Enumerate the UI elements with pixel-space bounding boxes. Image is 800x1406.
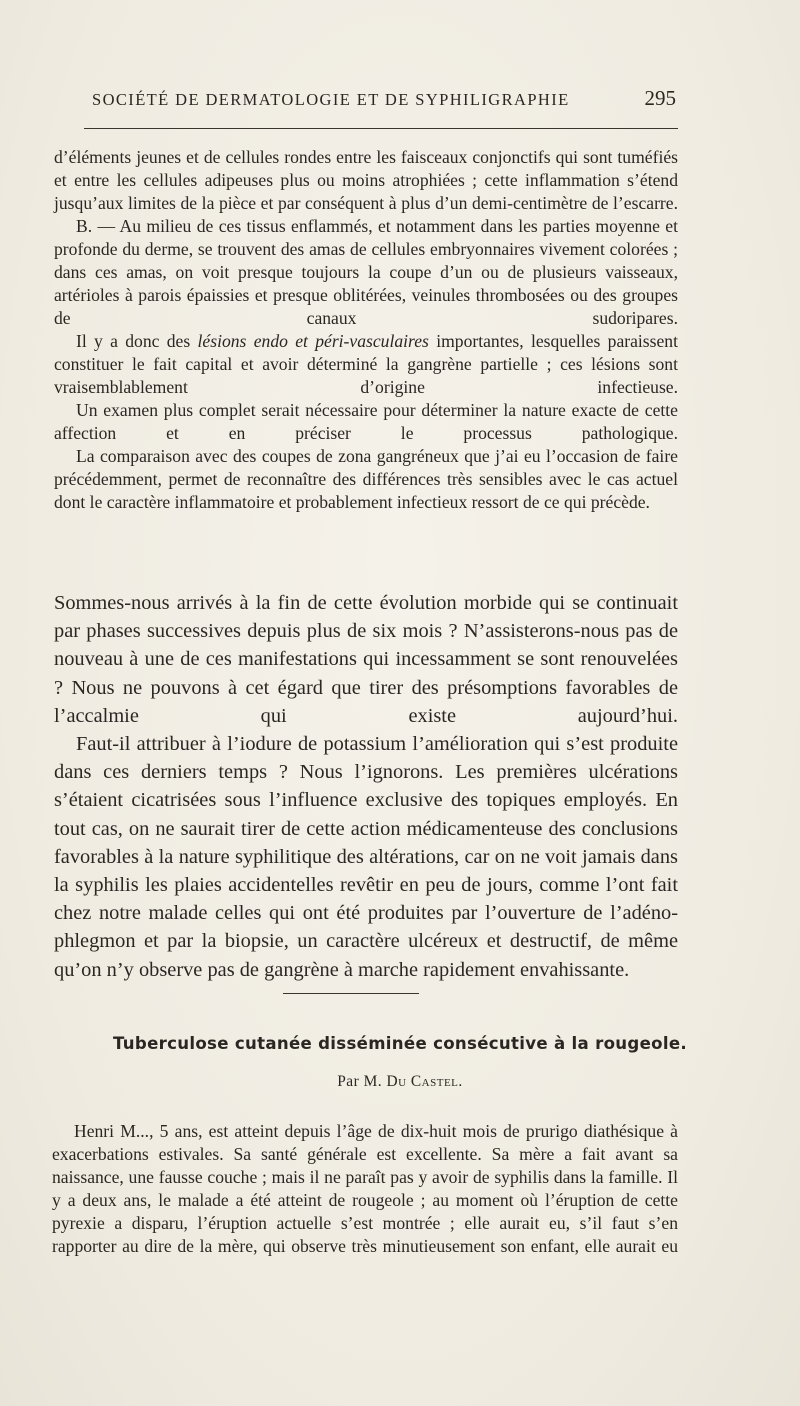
- paragraph-sommes-nous: Sommes-nous arrivés à la fin de cette évolution morbide qui se continuait par phases successives depuis plus de six mois ? N’assisterons-nous pas de nouveau à une de ces manifestations qui incessamment se sont renouvelées ? Nous ne pouvons à cet égard que tirer des présomptions favorables de l’accalmie qui existe aujourd’hui.: [54, 592, 678, 727]
- header-rule: [84, 128, 678, 129]
- paragraph-continuation: d’éléments jeunes et de cellules rondes entre les faisceaux conjonctifs qui sont tuméfiés et entre les cellules adipeuses plus ou moins atrophiées ; cette inflammation s’étend jusqu’aux limites de la pièce et par conséquent à plus d’un demi-centimètre de l’escarre.: [54, 147, 678, 213]
- paragraph-comparaison: La comparaison avec des coupes de zona gangréneux que j’ai eu l’occasion de faire précédemment, permet de reconnaître des différences très sensibles avec le cas actuel dont le caractère inflammatoire et probablement infectieux ressort de ce qui précède.: [54, 446, 678, 512]
- page-number: 295: [644, 86, 676, 110]
- paragraph-henri: Henri M..., 5 ans, est atteint depuis l’âge de dix-huit mois de prurigo diathésique à exacerbations estivales. Sa santé générale est excellente. Sa mère a fait avant sa naissance, une fausse couche ; mais il ne paraît pas y avoir de syphilis dans la famille. Il y a deux ans, le malade a été atteint de rougeole ; au moment où l’éruption de cette pyrexie a disparu, l’éruption actuelle s’est montrée ; elle aurait eu, s’il faut s’en rapporter au dire de la mère, qui observe très minutieusement son enfant, elle aurait eu: [52, 1121, 678, 1256]
- running-header: [92, 86, 676, 116]
- text-run: importantes, lesquelles paraissent constituer le fait capital et avoir déterminé la gangrène partielle ; ces lésions sont vraisemblablement d’origine infectieuse.: [54, 331, 678, 397]
- running-title: SOCIÉTÉ DE DERMATOLOGIE ET DE SYPHILIGRAPHIE: [92, 90, 570, 109]
- article-title: Tuberculose cutanée disséminée consécutive à la rougeole.: [112, 1034, 687, 1053]
- section-separator: [283, 993, 419, 994]
- text-run: Il y a donc des: [76, 331, 198, 351]
- byline: [0, 1073, 800, 1091]
- byline-prefix: Par M.: [337, 1073, 387, 1090]
- paragraph-b: B. — Au milieu de ces tissus enflammés, et notamment dans les parties moyenne et profonde du derme, se trouvent des amas de cellules embryonnaires vivement colorées ; dans ces amas, on voit presque toujours la coupe d’un ou de plusieurs vaisseaux, artérioles à parois épaissies et presque oblitérées, veinules thrombosées ou des groupes de canaux sudoripares.: [54, 216, 678, 328]
- histology-section: [54, 146, 678, 514]
- discussion-section: [54, 589, 678, 984]
- paragraph-examen: Un examen plus complet serait nécessaire pour déterminer la nature exacte de cette affection et en préciser le processus pathologique.: [54, 400, 678, 443]
- emphasis-lesions: lésions endo et péri-vasculaires: [197, 331, 429, 351]
- paragraph-lesions: [54, 330, 678, 399]
- case-report-section: [52, 1120, 678, 1258]
- paragraph-iodure: Faut-il attribuer à l’iodure de potassium l’amélioration qui s’est produite dans ces derniers temps ? Nous l’ignorons. Les premières ulcérations s’étaient cicatrisées sous l’influence exclusive des topiques employés. En tout cas, on ne saurait tirer de cette action médicamenteuse des conclusions favorables à la nature syphilitique des altérations, car on ne voit jamais dans la syphilis les plaies accidentelles revêtir en peu de jours, comme l’ont fait chez notre malade celles qui ont été produites par l’ouverture de l’adéno-phlegmon et par la biopsie, un caractère ulcéreux et destructif, de même qu’on n’y observe pas de gangrène à marche rapidement envahissante.: [54, 733, 678, 981]
- byline-author: Du Castel.: [386, 1073, 463, 1090]
